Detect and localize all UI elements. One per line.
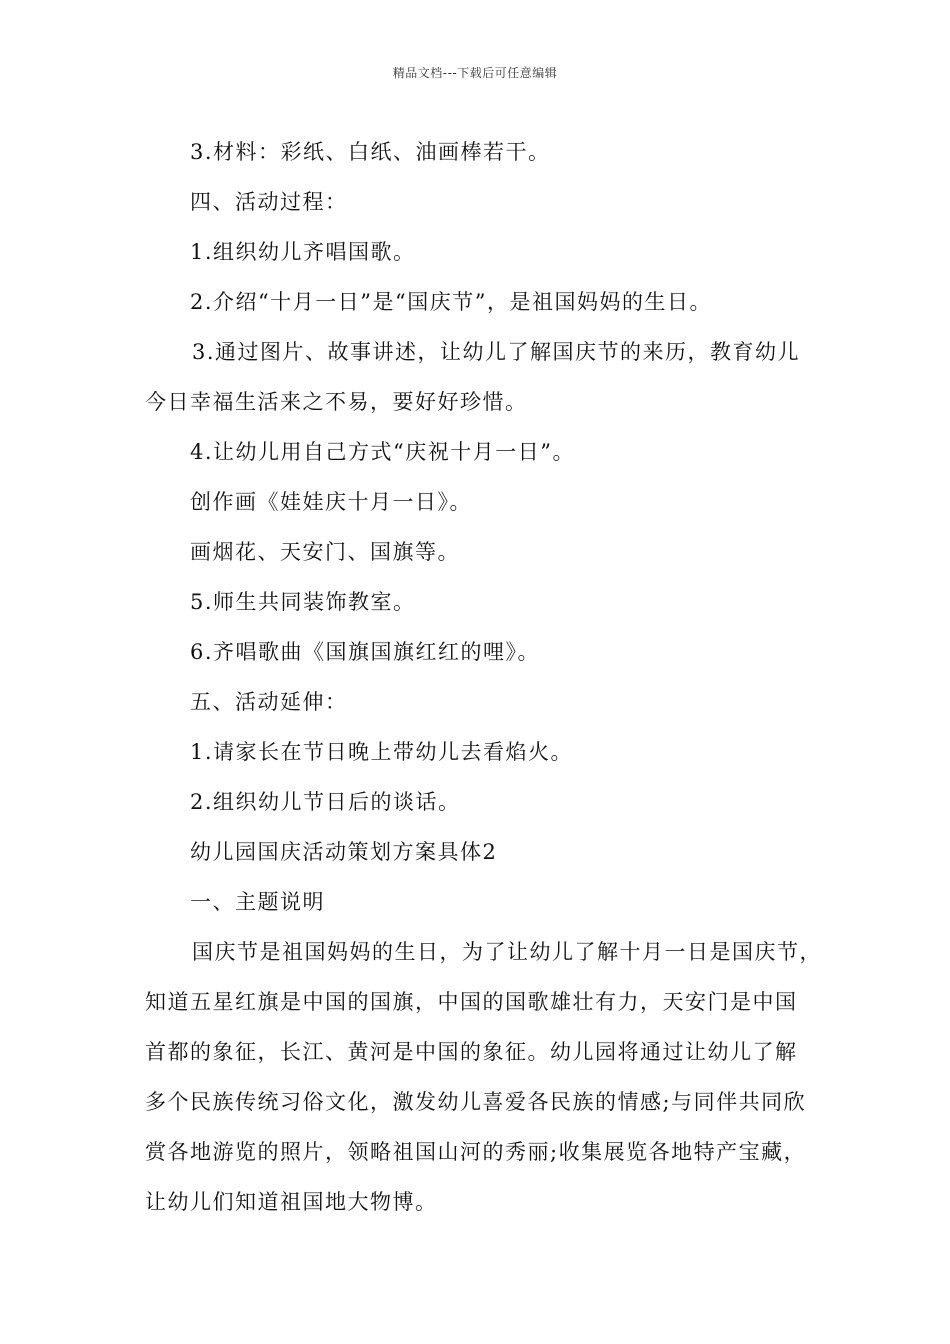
paragraph-line: 多个民族传统习俗文化，激发幼儿喜爱各民族的情感;与同伴共同欣 <box>145 1090 807 1114</box>
text-line: 6.齐唱歌曲《国旗国旗红红的哩》。 <box>190 640 541 664</box>
text-line: 1.请家长在节日晚上带幼儿去看焰火。 <box>190 740 574 764</box>
page-header: 精品文档---下载后可任意编辑 <box>392 66 558 80</box>
paragraph-line: 首都的象征，长江、黄河是中国的象征。幼儿园将通过让幼儿了解 <box>145 1040 798 1064</box>
text-line: 1.组织幼儿齐唱国歌。 <box>190 240 416 264</box>
paragraph-line: 让幼儿们知道祖国地大物博。 <box>145 1190 438 1214</box>
paragraph-line: 知道五星红旗是中国的国旗，中国的国歌雄壮有力，天安门是中国 <box>145 990 798 1014</box>
text-line: 创作画《娃娃庆十月一日》。 <box>190 490 472 514</box>
text-line: 5.师生共同装饰教室。 <box>190 590 416 614</box>
section-heading: 一、主题说明 <box>190 890 325 914</box>
document-subtitle: 幼儿园国庆活动策划方案具体2 <box>190 840 498 864</box>
text-line: 4.让幼儿用自己方式“庆祝十月一日”。 <box>190 440 576 464</box>
paragraph-line: 国庆节是祖国妈妈的生日，为了让幼儿了解十月一日是国庆节， <box>192 940 822 964</box>
section-heading: 四、活动过程： <box>190 190 348 214</box>
text-line: 2.组织幼儿节日后的谈话。 <box>190 790 461 814</box>
text-line: 2.介绍“十月一日”是“国庆节”，是祖国妈妈的生日。 <box>190 290 712 314</box>
text-line: 3.通过图片、故事讲述，让幼儿了解国庆节的来历，教育幼儿 <box>192 340 801 364</box>
paragraph-line: 赏各地游览的照片，领略祖国山河的秀丽;收集展览各地特产宝藏， <box>145 1140 807 1164</box>
text-line: 3.材料：彩纸、白纸、油画棒若干。 <box>190 140 551 164</box>
text-line: 今日幸福生活来之不易，要好好珍惜。 <box>145 390 528 414</box>
section-heading: 五、活动延伸： <box>190 690 348 714</box>
text-line: 画烟花、天安门、国旗等。 <box>190 540 460 564</box>
